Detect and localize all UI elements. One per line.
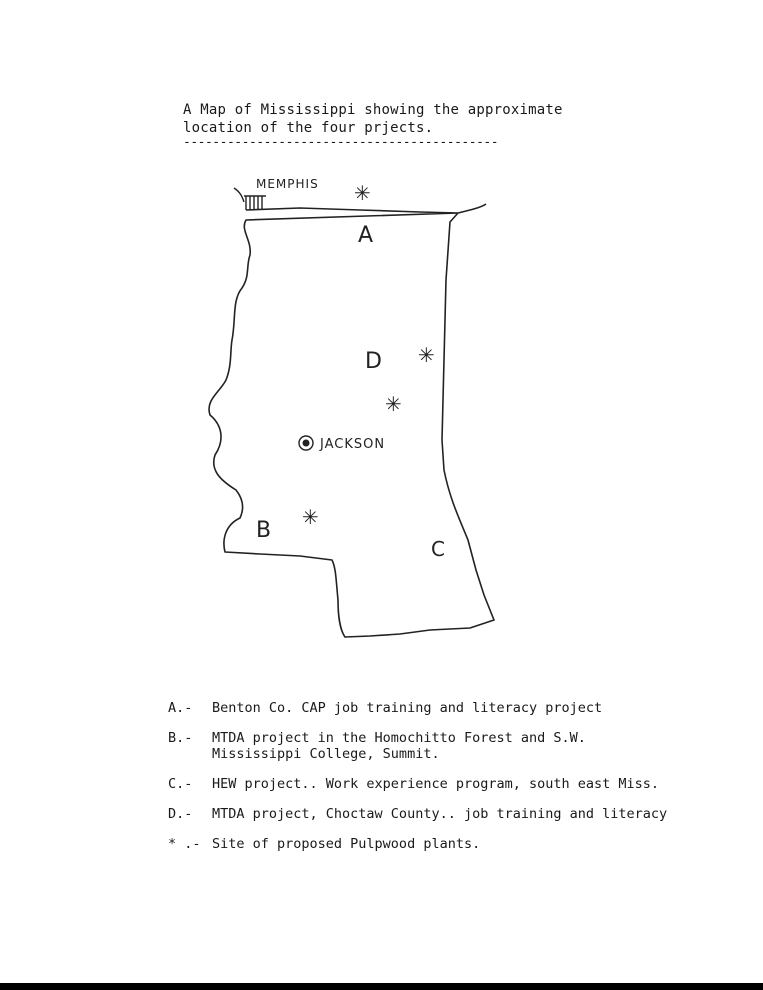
- pulpwood-site-star: ✳: [418, 343, 435, 367]
- memphis-marker: [234, 188, 266, 210]
- memphis-label: MEMPHIS: [256, 177, 319, 191]
- legend-key: C.-: [168, 776, 193, 792]
- legend-item-d: [168, 806, 667, 822]
- legend-text: MTDA project in the Homochitto Forest and S.W. Mississippi College, Summit.: [212, 730, 586, 762]
- legend-text: Site of proposed Pulpwood plants.: [212, 836, 481, 852]
- legend-item-b: [168, 730, 667, 762]
- title-line-2: location of the four prjects.: [183, 120, 434, 136]
- page-bottom-border: [0, 983, 763, 990]
- title-underline: -------------------------------------------: [183, 135, 499, 150]
- legend-item-c: [168, 776, 667, 792]
- project-d-label: D: [365, 349, 382, 374]
- state-outline: [209, 204, 494, 637]
- legend-key: D.-: [168, 806, 193, 822]
- project-c-label: C: [431, 537, 445, 561]
- pulpwood-site-star: ✳: [354, 181, 371, 205]
- legend-item-a: [168, 700, 667, 716]
- jackson-label: JACKSON: [320, 437, 386, 452]
- project-b-label: B: [256, 518, 272, 543]
- pulpwood-site-star: ✳: [385, 392, 402, 416]
- legend-text: MTDA project, Choctaw County.. job training and literacy: [212, 806, 668, 822]
- legend-key: A.-: [168, 700, 193, 716]
- title-line-1: A Map of Mississippi showing the approximate: [183, 102, 563, 118]
- legend-key: * .-: [168, 836, 201, 852]
- legend-text: HEW project.. Work experience program, south east Miss.: [212, 776, 660, 792]
- legend-text: Benton Co. CAP job training and literacy project: [212, 700, 603, 716]
- legend: [168, 700, 667, 866]
- legend-item-star: [168, 836, 667, 852]
- jackson-marker: [299, 436, 313, 450]
- legend-key: B.-: [168, 730, 193, 746]
- pulpwood-site-star: ✳: [302, 505, 319, 529]
- project-a-label: A: [358, 223, 374, 248]
